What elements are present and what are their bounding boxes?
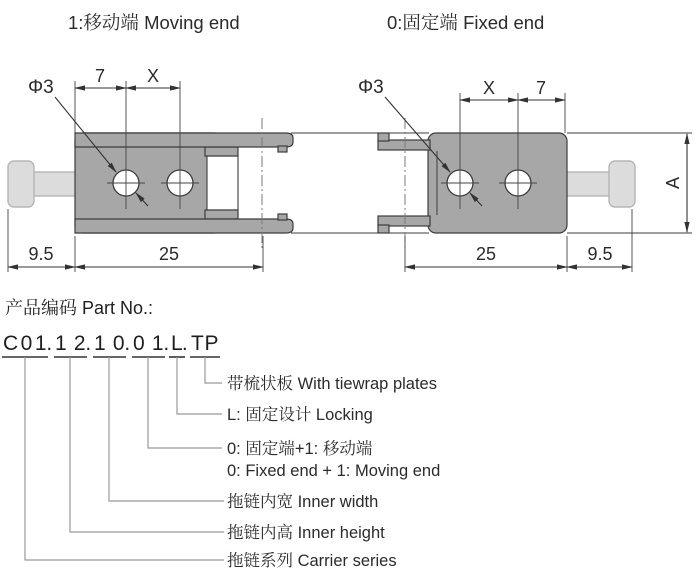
right-top-arm-step — [378, 133, 389, 141]
left-bottom-arm-hook — [278, 214, 287, 220]
left-mount-tab — [8, 161, 78, 207]
separator-icon: . — [163, 332, 170, 355]
left-phi3-label: Φ3 — [28, 77, 54, 98]
part-no-heading: 产品编码 Part No.: — [5, 298, 154, 318]
left-dim-25-label: 25 — [158, 244, 180, 264]
legend-end-type-cn: 0: 固定端+1: 移动端 — [227, 440, 373, 458]
right-mount-tab — [564, 161, 635, 207]
tab-head — [609, 161, 635, 207]
separator-icon: . — [124, 332, 131, 355]
right-dim-25-label: 25 — [475, 244, 497, 264]
left-inner-step-bottom — [205, 210, 238, 219]
left-bottom-arm — [75, 219, 293, 233]
segment-inner-height: 12 — [55, 332, 86, 355]
left-inner-cavity — [207, 156, 238, 210]
legend-end-type-en: 0: Fixed end + 1: Moving end — [227, 462, 441, 480]
separator-icon: . — [181, 332, 189, 355]
right-phi3-label: Φ3 — [358, 77, 384, 98]
legend-tiewrap: 带梳状板 With tiewrap plates — [227, 375, 437, 393]
right-bottom-arm-step — [378, 225, 389, 233]
leader-lines — [25, 357, 224, 560]
part-number-section — [2, 298, 440, 570]
left-dim-7-label: 7 — [94, 66, 106, 86]
segment-series: C01 — [3, 332, 47, 355]
legend-carrier-series: 拖链系列 Carrier series — [227, 552, 397, 570]
separator-icon: . — [85, 332, 92, 355]
segment-tiewrap: TP — [191, 332, 219, 355]
separator-icon: . — [46, 332, 53, 355]
left-top-arm — [75, 133, 293, 147]
right-dim-9-5-label: 9.5 — [587, 244, 613, 264]
legend-inner-height: 拖链内高 Inner height — [227, 524, 385, 542]
segment-end-type: 01 — [133, 332, 164, 355]
left-top-arm-hook — [278, 146, 287, 152]
title-moving-end: 1:移动端 Moving end — [68, 12, 240, 33]
right-dim-a-label: A — [663, 176, 683, 190]
right-dim-7-label: 7 — [535, 78, 547, 98]
left-dim-x-label: X — [146, 66, 160, 86]
tab-stem — [564, 172, 612, 196]
tab-head — [8, 161, 34, 207]
left-inner-step-top — [205, 147, 238, 156]
legend-locking: L: 固定设计 Locking — [227, 406, 373, 424]
segment-locking: L — [171, 332, 184, 355]
segment-inner-width: 10 — [94, 332, 125, 355]
title-fixed-end: 0:固定端 Fixed end — [387, 12, 545, 33]
code-legend — [227, 374, 440, 570]
tab-stem — [30, 172, 78, 196]
part-number-code — [3, 332, 219, 355]
right-dim-x-label: X — [482, 78, 496, 98]
left-connector — [8, 81, 293, 248]
legend-inner-width: 拖链内宽 Inner width — [227, 493, 379, 511]
right-connector — [378, 93, 635, 248]
left-dim-9-5-label: 9.5 — [28, 244, 54, 264]
